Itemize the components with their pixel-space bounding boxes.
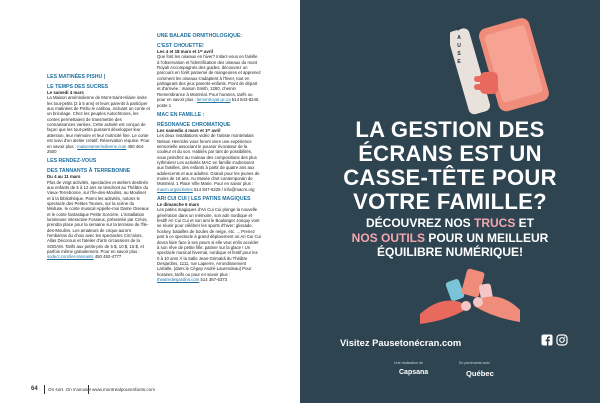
event-title: LES MATINÉES PISHU | [47, 74, 106, 80]
page-footer [0, 385, 300, 397]
event-title: DES TANNANTS À TERREBONNE [47, 168, 131, 175]
event-date: Les samedis 4 mars et 1ᵉʳ avril [157, 127, 221, 133]
event-title: LE TEMPS DES SUCRES [47, 84, 109, 90]
event-title: UNE BALADE ORNITHOLOGIQUE: [157, 33, 243, 39]
phone-illustration [450, 14, 590, 119]
event-contact: 514 367-6373 [200, 276, 228, 282]
event-description [157, 54, 261, 107]
event-text: Plus de vingt activités, spectacles et ateliers destinés aux enfants de 5 à 12 ans se tiendront au Théâtre du Vieux-Terrebonne, sur l'Île-des-Moulins, au Moulinet et à la bibliothèque. Parmi les activités, notons le spectacle des Petites Tounes, sur la scène du Méduse, le conte musical Appelle-moi Dame Oiseaux et le conte fantastique Petite Sorcière. L'installation lumineuse interactive Fosseux, présentée par Créos, prendra place pour la semaine sur la terrasse de l'Île-des-Moulins. Les amateurs de cirque auront l'embarras du choix avec les spectacles Circ'alors, Allas Décorous et l'atelier d'arts circassiens de la SODAM. Tarifs aux petits-prix de 5 $, 10 $, 15 $, et parfois même gratuitement. Pour en savoir plus : [47, 179, 149, 255]
event-description [47, 95, 150, 154]
event-description [157, 207, 261, 282]
subheadline-highlight: NOS OUTILS [351, 230, 425, 245]
pause-letter: U [457, 43, 461, 49]
event-title: ARI CUI CUI | LES PATINS MAGIQUES [157, 196, 251, 203]
event-contact: 514 843-8240, poste 1 [157, 97, 260, 108]
event-link[interactable]: sodect.com/les-tannants [47, 254, 94, 260]
ad-headline: LA GESTION DES ÉCRANS EST UN CASSE-TÊTE POUR VOTRE FAMILLE? [343, 117, 557, 214]
event-link[interactable]: lemontroyal.qc.ca [196, 97, 231, 103]
event-listing [47, 158, 150, 260]
ad-subheadline [340, 216, 560, 260]
page-number: 64 [31, 386, 38, 392]
event-text: Que font les oiseaux en hiver? Initiez-vous en famille à l'observation et l'identification des oiseaux du mont Royal! Accompagnés des guides, découvrez un parcours en forêt parsemé de mangeoires et apprenez comment les oiseaux s'adaptent à l'hiver, tout en partageant des jeux parents-enfants. Point de départ et d'arrivée : maison Smith, 1260, chemin Remembrance à Montréal. Pour horaires, tarifs ou pour en savoir plus : [157, 54, 261, 103]
event-text: Les patins magiques d'Ari Cui Cui plonge la nouvelle génération dans un mémoire, son adn nordique et festif! Ari Cui Cui et son ami le Boulanger Jonquy vont se réunir pour célébrer les sports d'hiver: glissade, hockey, batailles de boules de neige, etc. ... Prenez part à ce spectacle à grand déploiement où Ari Cui Cui devra faire face à ses peurs si elle veut enfin accéder à son rêve de petite fille: patiner sur la glace ! Un spectacle musical hivernal, nordique et festif pour les 0 à 10 ans! À la Salle Jean-Grimaldi du Théâtre Desjardins, 1111, rue Lapierre, Arrondissement LaSalle, (dans le Cégep André-Laurendeau) Pour horaires, tarifs ou pour en savoir plus : [157, 207, 261, 277]
event-description [157, 133, 261, 192]
event-contact: 450 464-2500 [47, 143, 145, 154]
pause-letter: S [457, 51, 461, 57]
event-listing [47, 74, 150, 154]
event-title: MAC EN FAMILLE : [157, 111, 205, 118]
subheadline-text: POUR UN MEILLEUR ÉQUILIBRE NUMÉRIQUE! [376, 230, 549, 259]
instagram-icon[interactable] [556, 334, 568, 346]
partner-label: En partenariat avec [459, 361, 491, 365]
event-link[interactable]: macm.org/activites [157, 186, 193, 192]
event-description [47, 180, 150, 260]
event-title: RÉSONANCE CHROMATIQUE [157, 121, 231, 128]
event-title: LES RENDEZ-VOUS [47, 158, 97, 165]
events-column-1 [47, 70, 150, 263]
events-column-2 [157, 29, 261, 285]
pause-logo [456, 26, 462, 66]
pause-letter: P [457, 27, 461, 33]
event-listing [157, 196, 261, 282]
event-date: Le samedi 4 mars [47, 90, 84, 95]
ad-website-link[interactable]: Visitez Pausetonécran.com [340, 337, 462, 348]
footer-site-link[interactable]: www.montrealpourenfants.com [92, 387, 156, 392]
quebec-logo: Québec [466, 369, 494, 378]
footer-section: On sort. On s'amuse! [48, 387, 92, 392]
pause-letter: E [457, 59, 461, 65]
subheadline-text: DÉCOUVREZ NOS [365, 216, 474, 230]
event-link[interactable]: maisonamerindienne.com [77, 143, 127, 149]
event-listing [157, 112, 261, 192]
event-listing [157, 33, 261, 108]
event-title: C'EST CHOUETTE! [157, 43, 204, 49]
pause-letter: A [457, 35, 461, 41]
footer-divider [88, 385, 89, 394]
producer-label: Une réalisation de [394, 361, 423, 365]
subheadline-text: ET [515, 216, 535, 230]
event-text: Les deux installations vidéo de l'artiste montréalais Nelson Henricks vous feront vivre une expérience sensorielle associant le pouvoir évocateur de la couleur et du son. Habités par tant de possibilités, vous peindrez au rouleau des compositions des plus rythmées! Les activités MAC en famille s'adressent aux familles, des enfants à partir de quatre ans aux adolescents et aux adultes. Gratuit pour les jeunes de moins de 18 ans. Au Musée d'art contemporain de Montréal, 1 Place Ville Marie. Pour en savoir plus : [157, 133, 260, 187]
event-date: Le dimanche 5 mars [157, 202, 200, 208]
event-date: Du 4 au 11 mars [47, 174, 81, 180]
event-contact: 450 492-4777 [94, 254, 122, 260]
capsana-logo: Capsana [399, 369, 429, 376]
event-contact: 514 847-6226 / info@macm.org [194, 186, 255, 192]
event-text: La Maison amérindienne de Mont-Saint-Hilaire invite les tout-petits (2 à 5 ans) et leurs parents à participer aux matinées de Pishu le caribou, incluant un conte et un bricolage. Chez les peuples Autochtones, les contes permettaient de transmettre des connaissances variées. Cette activité est conçue de façon que les tout-petits puissent développer leur attention, leur mémoire et leur motricité fine. Le conte est suivi d'un atelier créatif. Réservation requise. Pour en savoir plus : [47, 95, 150, 149]
event-date: Les 4 et 18 mars et 1ᵉʳ avril [157, 49, 213, 54]
puzzle-hands-illustration [420, 262, 520, 324]
footer-divider [44, 385, 45, 394]
event-link[interactable]: theatredesjardins.com [157, 276, 200, 282]
facebook-icon[interactable] [541, 334, 553, 346]
advertisement [300, 0, 600, 403]
subheadline-highlight: TRUCS [474, 216, 516, 230]
